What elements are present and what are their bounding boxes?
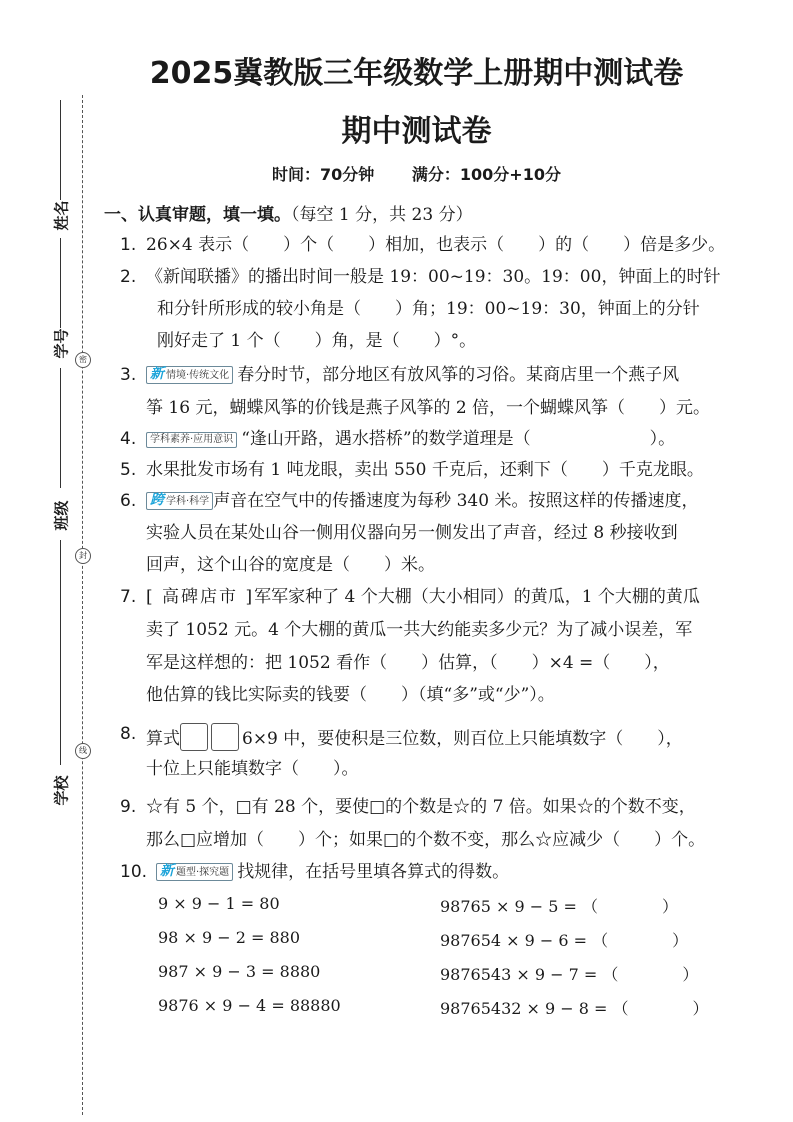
q1-number: 1. (120, 235, 137, 255)
student-id-label: 学号 (52, 328, 71, 359)
q4-line (146, 428, 675, 450)
seal-mi-icon: 密 (75, 352, 91, 368)
q2-number: 2. (120, 267, 137, 287)
q7-line: 卖了 1052 元。4 个大棚的黄瓜一共大约能卖多少元？为了减小误差，军 (146, 620, 693, 640)
q6-line (146, 490, 698, 512)
q5-number: 5. (120, 460, 137, 480)
q2-line: 刚好走了 1 个（ ）角，是（ ）°。 (157, 331, 477, 351)
seal-feng-icon: 封 (75, 548, 91, 564)
q6-line: 实验人员在某处山谷一侧用仪器向另一侧发出了声音，经过 8 秒接收到 (146, 523, 678, 543)
school-label: 学校 (52, 775, 71, 806)
equation-right: 98765432 × 9 − 8 = （ ） (440, 999, 709, 1018)
q4-number: 4. (120, 429, 137, 449)
q3-line (146, 364, 679, 386)
section-heading (104, 200, 473, 225)
q3-tag-text: 情境·传统文化 (166, 370, 230, 381)
q5-line: 水果批发市场有 1 吨龙眼，卖出 550 千克后，还剩下（ ）千克龙眼。 (146, 460, 704, 480)
section-title: 一、认真审题，填一填。 (104, 205, 291, 225)
q7-number: 7. (120, 587, 137, 607)
q8-line: 十位上只能填数字（ ）。 (146, 759, 359, 779)
q9-number: 9. (120, 797, 137, 817)
q10-tag-badge (156, 863, 233, 881)
q10-tag-text: 题型·探究题 (176, 867, 230, 878)
new-icon: 新 (160, 863, 174, 879)
page-title: 2025冀教版三年级数学上册期中测试卷 (149, 56, 684, 91)
equation-right: 9876543 × 9 − 7 = （ ） (440, 965, 699, 984)
q8-line (146, 723, 683, 751)
q1-line: 26×4 表示（ ）个（ ）相加，也表示（ ）的（ ）倍是多少。 (146, 235, 726, 255)
full-score: 满分：100分+10分 (411, 165, 561, 184)
q6-number: 6. (120, 491, 137, 511)
q7-source-tag: [ 高碑店市 ] (146, 587, 255, 607)
q9-line: ☆有 5 个，□有 28 个，要使□的个数是☆的 7 倍。如果☆的个数不变， (146, 797, 696, 817)
digit-box (211, 723, 239, 751)
q7-line (146, 586, 700, 608)
q10-number: 10. (120, 862, 148, 882)
q3-text: 春分时节，部分地区有放风筝的习俗。某商店里一个燕子风 (237, 365, 680, 385)
digit-box (180, 723, 208, 751)
q3-tag-badge (146, 366, 233, 384)
class-line (60, 368, 61, 488)
q8-prefix: 算式 (146, 729, 180, 749)
q8-number: 8. (120, 724, 137, 744)
school-line (60, 540, 61, 765)
q6-tag-text: 学科·科学 (166, 496, 210, 507)
page-subtitle: 期中测试卷 (341, 114, 492, 149)
q9-line: 那么□应增加（ ）个；如果□的个数不变，那么☆应减少（ ）个。 (146, 830, 706, 850)
q6-line: 回声，这个山谷的宽度是（ ）米。 (146, 555, 435, 575)
q7-line: 军是这样想的：把 1052 看作（ ）估算，（ ）×4 =（ ）， (146, 653, 670, 673)
equation-left: 9876 × 9 − 4 = 88880 (158, 996, 341, 1015)
section-note: （每空 1 分，共 23 分） (291, 205, 473, 225)
q7-line: 他估算的钱比实际卖的钱要（ ）（填“多”或“少”）。 (146, 685, 555, 705)
q10-text: 找规律，在括号里填各算式的得数。 (237, 862, 510, 882)
equation-right: 98765 × 9 − 5 = （ ） (440, 897, 678, 916)
exam-meta (0, 162, 793, 185)
q6-text: 声音在空气中的传播速度为每秒 340 米。按照这样的传播速度， (213, 491, 699, 511)
q2-line: 《新闻联播》的播出时间一般是 19：00~19：30。19：00，钟面上的时针 (146, 267, 721, 287)
q8-text: 6×9 中，要使积是三位数，则百位上只能填数字（ ）， (242, 729, 683, 749)
seal-dashed-line (82, 95, 83, 1115)
equation-left: 98 × 9 − 2 = 880 (158, 928, 300, 947)
class-label: 班级 (52, 500, 71, 531)
student-id-line (60, 238, 61, 328)
equation-left: 9 × 9 − 1 = 80 (158, 894, 280, 913)
equation-right: 987654 × 9 − 6 = （ ） (440, 931, 689, 950)
name-label: 姓名 (52, 200, 71, 231)
q10-line (156, 861, 509, 883)
q4-text: “逢山开路，遇水搭桥”的数学道理是（ ）。 (241, 429, 676, 449)
q6-tag-badge (146, 492, 213, 510)
equation-left: 987 × 9 − 3 = 8880 (158, 962, 321, 981)
new-icon: 新 (150, 366, 164, 382)
q3-number: 3. (120, 365, 137, 385)
cross-discipline-icon: 跨 (150, 492, 164, 508)
seal-xian-icon: 线 (75, 743, 91, 759)
time-limit: 时间：70分钟 (272, 165, 375, 184)
q3-line: 筝 16 元，蝴蝶风筝的价钱是燕子风筝的 2 倍，一个蝴蝶风筝（ ）元。 (146, 398, 711, 418)
q7-text: 军军家种了 4 个大棚（大小相同）的黄瓜，1 个大棚的黄瓜 (254, 587, 700, 607)
q4-tag-badge: 学科素养·应用意识 (146, 432, 237, 448)
q2-line: 和分针所形成的较小角是（ ）角；19：00~19：30，钟面上的分针 (157, 299, 700, 319)
